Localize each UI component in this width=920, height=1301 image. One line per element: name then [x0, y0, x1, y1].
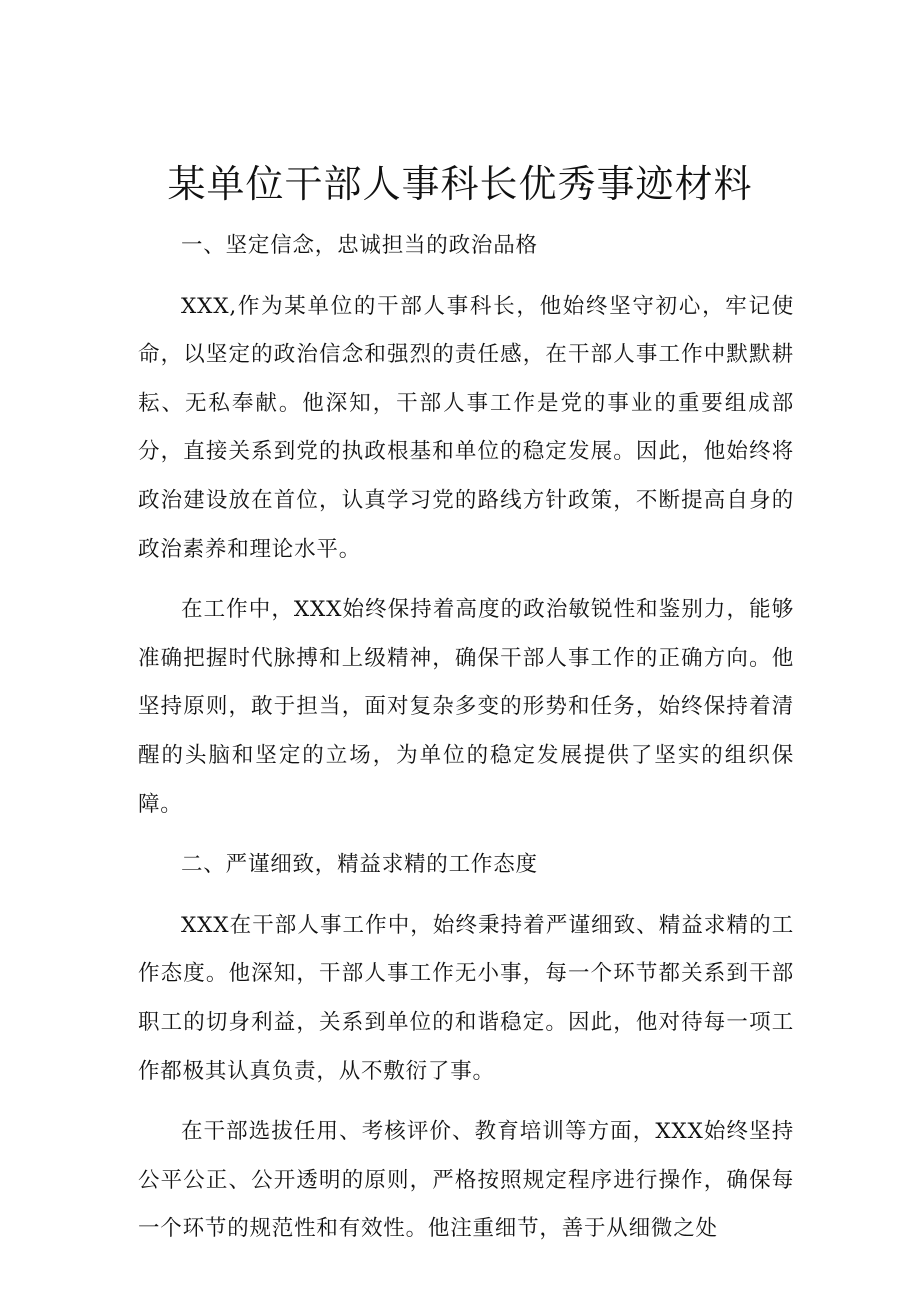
body-paragraph: XXX在干部人事工作中，始终秉持着严谨细致、精益求精的工作态度。他深知，干部人事工作无小事，每一个环节都关系到干部职工的切身利益，关系到单位的和谐稳定。因此，他对待每一项工作都极其认真负责，从不敷衍了事。: [138, 912, 794, 1084]
document-body: [138, 222, 794, 1254]
body-paragraph: XXX,作为某单位的干部人事科长，他始终坚守初心，牢记使命，以坚定的政治信念和强烈的责任感，在干部人事工作中默默耕耘、无私奉献。他深知，干部人事工作是党的事业的重要组成部分，直接关系到党的执政根基和单位的稳定发展。因此，他始终将政治建设放在首位，认真学习党的路线方针政策，不断提高自身的政治素养和理论水平。: [138, 293, 794, 562]
section-heading: 二、严谨细致，精益求精的工作态度: [181, 852, 538, 878]
body-paragraph: 在干部选拔任用、考核评价、教育培训等方面，XXX始终坚持公平公正、公开透明的原则，严格按照规定程序进行操作，确保每一个环节的规范性和有效性。他注重细节，善于从细微之处: [138, 1119, 794, 1242]
body-paragraph: 在工作中，XXX始终保持着高度的政治敏锐性和鉴别力，能够准确把握时代脉搏和上级精神，确保干部人事工作的正确方向。他坚持原则，敢于担当，面对复杂多变的形势和任务，始终保持着清醒的头脑和坚定的立场，为单位的稳定发展提供了坚实的组织保障。: [138, 597, 794, 817]
document-title: 某单位干部人事科长优秀事迹材料: [167, 162, 753, 206]
section-heading: 一、坚定信念，忠诚担当的政治品格: [181, 233, 538, 258]
